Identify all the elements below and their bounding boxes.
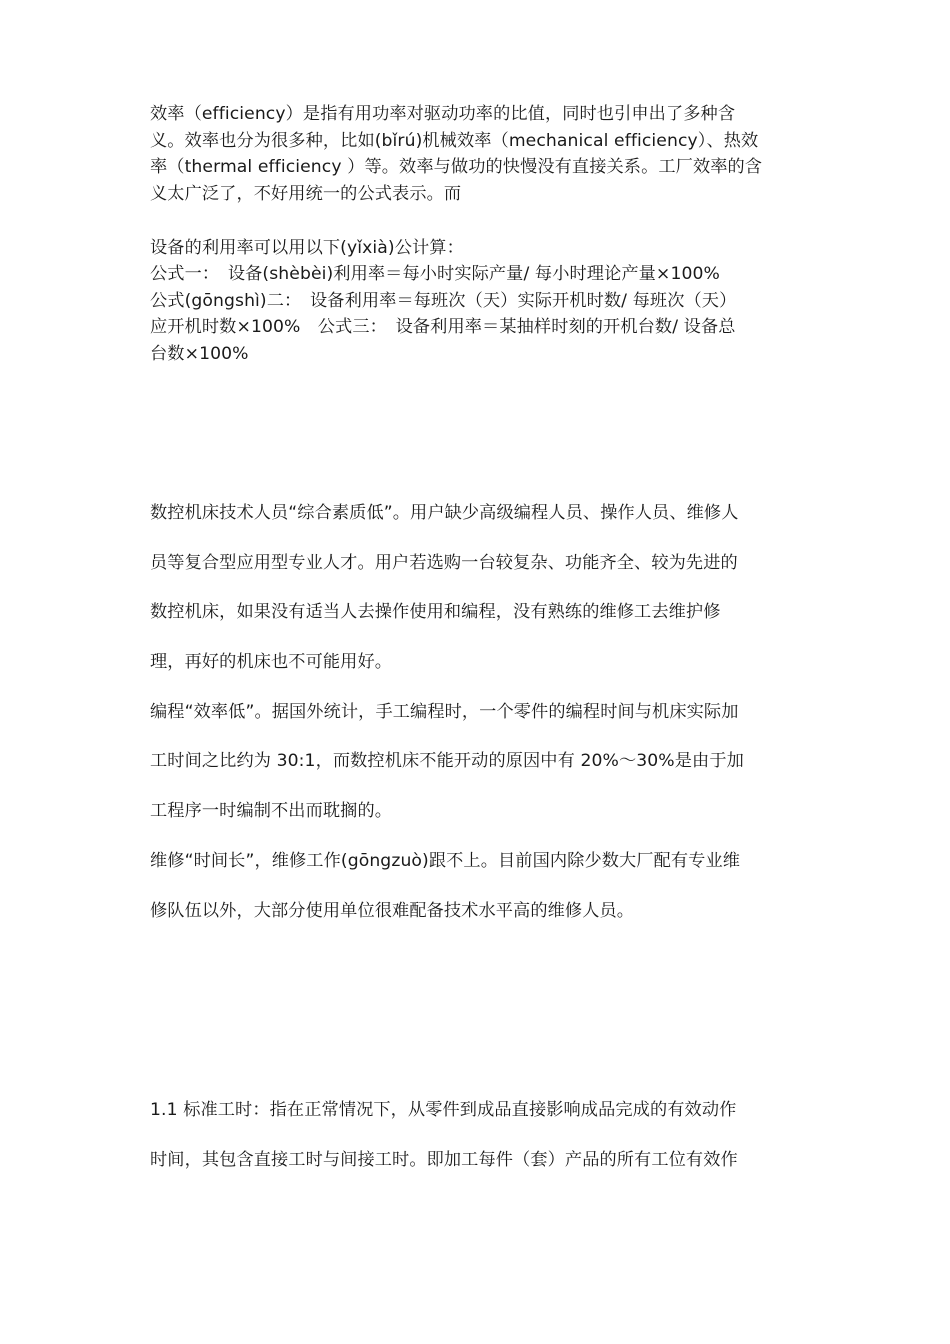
standard-time-paragraph	[150, 1097, 805, 1196]
efficiency-paragraph	[150, 101, 805, 207]
text-line: 修队伍以外，大部分使用单位很难配备技术水平高的维修人员。	[150, 900, 635, 921]
text-line: 编程“效率低”。据国外统计，手工编程时，一个零件的编程时间与机床实际加	[150, 701, 739, 722]
text-line: 时间，其包含直接工时与间接工时。即加工每件（套）产品的所有工位有效作	[150, 1149, 738, 1170]
text-line: 维修“时间长”，维修工作(gōngzuò)跟不上。目前国内除少数大厂配有专业维	[150, 850, 741, 871]
text-line: 理，再好的机床也不可能用好。	[150, 652, 393, 673]
text-line: 应开机时数×100% 公式三： 设备利用率＝某抽样时刻的开机台数/ 设备总	[150, 317, 736, 338]
text-line: 率（thermal efficiency ）等。效率与做功的快慢没有直接关系。工厂效率的含	[150, 157, 763, 177]
text-line: 工时间之比约为 30:1，而数控机床不能开动的原因中有 20%～30%是由于加	[150, 751, 744, 772]
text-line: 公式(gōngshì)二： 设备利用率＝每班次（天）实际开机时数/ 每班次（天）	[150, 290, 737, 311]
text-line: 数控机床，如果没有适当人去操作使用和编程，没有熟练的维修工去维护修	[150, 602, 721, 623]
text-line: 数控机床技术人员“综合素质低”。用户缺少高级编程人员、操作人员、维修人	[150, 503, 739, 523]
text-line: 1.1 标准工时：指在正常情况下，从零件到成品直接影响成品完成的有效动作	[150, 1100, 737, 1120]
cnc-issues-paragraph	[150, 500, 805, 947]
text-line: 设备的利用率可以用以下(yǐxià)公计算：	[150, 238, 464, 258]
text-line: 义太广泛了，不好用统一的公式表示。而	[150, 183, 462, 204]
text-line: 公式一： 设备(shèbèi)利用率＝每小时实际产量/ 每小时理论产量×100%	[150, 264, 720, 285]
utilization-formulas-paragraph	[150, 235, 805, 367]
text-line: 效率（efficiency）是指有用功率对驱动功率的比值，同时也引申出了多种含	[150, 104, 736, 124]
text-line: 义。效率也分为很多种，比如(bǐrú)机械效率（mechanical efficiency）、热效	[150, 130, 759, 151]
text-line: 工程序一时编制不出而耽搁的。	[150, 801, 393, 822]
text-line: 台数×100%	[150, 343, 249, 364]
text-line: 员等复合型应用型专业人才。用户若选购一台较复杂、功能齐全、较为先进的	[150, 552, 738, 573]
